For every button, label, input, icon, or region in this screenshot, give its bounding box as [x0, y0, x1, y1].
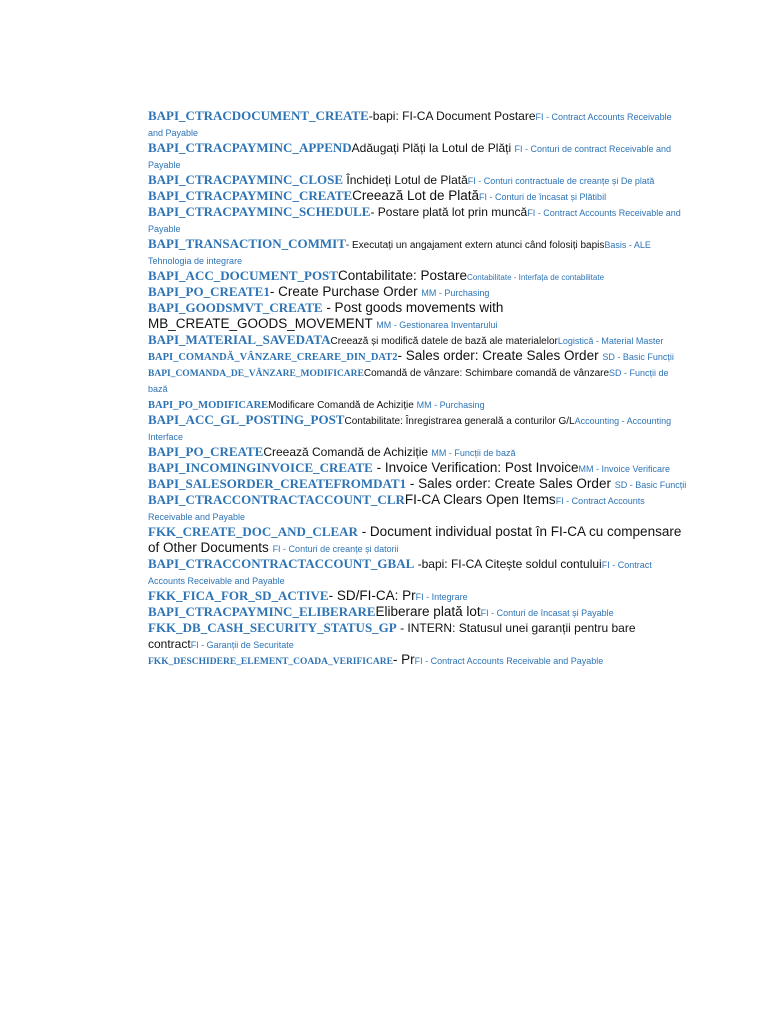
function-name: FKK_CREATE_DOC_AND_CLEAR	[148, 524, 358, 539]
function-category: FI - Integrare	[415, 592, 468, 602]
list-item	[148, 188, 688, 204]
function-category: Accounting - Accounting Interface	[148, 416, 672, 442]
function-name: FKK_DESCHIDERE_ELEMENT_COADA_VERIFICARE	[148, 657, 393, 667]
function-category: FI - Conturi contractuale de creanțe și De plată	[467, 176, 655, 186]
function-category: FI - Contract Accounts Receivable and Payable	[148, 496, 645, 522]
function-name: BAPI_PO_CREATE1	[148, 284, 270, 299]
function-name: BAPI_CTRACPAYMINC_APPEND	[148, 140, 352, 155]
list-item	[148, 348, 688, 364]
function-description: - Pr	[392, 652, 415, 667]
function-description: -bapi: FI-CA Citește soldul contului	[414, 557, 602, 571]
list-item	[148, 588, 688, 604]
list-item	[148, 396, 688, 412]
function-description: - Executați un angajament extern atunci când folosiți bapis	[345, 240, 605, 251]
list-item	[148, 652, 688, 668]
function-description: Eliberare plată lot	[375, 604, 481, 619]
function-name: BAPI_COMANDA_DE_VÂNZARE_MODIFICARE	[148, 369, 364, 379]
function-name: BAPI_CTRACPAYMINC_SCHEDULE	[148, 204, 371, 219]
function-name: BAPI_CTRACDOCUMENT_CREATE	[148, 108, 369, 123]
list-item	[148, 172, 688, 188]
function-name: BAPI_SALESORDER_CREATEFROMDAT1	[148, 476, 407, 491]
list-item	[148, 108, 688, 140]
function-description: - Post goods movements with MB_CREATE_GOODS_MOVEMENT	[148, 300, 504, 331]
list-item	[148, 556, 688, 588]
list-item	[148, 412, 688, 444]
function-name: BAPI_PO_MODIFICARE	[148, 400, 269, 411]
function-description: - Sales order: Create Sales Order	[397, 348, 603, 363]
function-category: FI - Contract Accounts Receivable and Payable	[148, 208, 681, 234]
function-description: Creează Comandă de Achiziție	[263, 445, 432, 459]
list-item	[148, 204, 688, 236]
function-name: BAPI_GOODSMVT_CREATE	[148, 300, 323, 315]
function-description: - Invoice Verification: Post Invoice	[372, 460, 579, 475]
function-category: SD - Funcții de bază	[148, 368, 669, 394]
list-item	[148, 236, 688, 268]
function-description: - Postare plată lot prin muncă	[370, 205, 528, 219]
function-description: - Sales order: Create Sales Order	[406, 476, 615, 491]
function-name: BAPI_CTRACPAYMINC_CREATE	[148, 188, 353, 203]
list-item	[148, 300, 688, 332]
function-category: MM - Purchasing	[416, 400, 485, 410]
function-name: BAPI_CTRACPAYMINC_ELIBERARE	[148, 604, 376, 619]
function-description: Modificare Comandă de Achiziție	[268, 400, 417, 411]
function-name: BAPI_CTRACCONTRACTACCOUNT_CLR	[148, 492, 405, 507]
function-category: FI - Contract Accounts Receivable and Payable	[148, 112, 672, 138]
function-name: FKK_FICA_FOR_SD_ACTIVE	[148, 588, 329, 603]
function-description: Închideți Lotul de Plată	[343, 173, 468, 187]
list-item	[148, 140, 688, 172]
function-category: SD - Basic Funcții	[602, 352, 674, 362]
function-category: MM - Gestionarea Inventarului	[376, 320, 498, 330]
function-description: - SD/FI-CA: Pr	[328, 588, 416, 603]
function-category: FI - Contract Accounts Receivable and Payable	[414, 656, 604, 666]
function-name: BAPI_CTRACCONTRACTACCOUNT_GBAL	[148, 556, 415, 571]
function-category: MM - Invoice Verificare	[578, 464, 670, 474]
function-name: BAPI_TRANSACTION_COMMIT	[148, 236, 346, 251]
function-category: Basis - ALE Tehnologia de integrare	[148, 240, 651, 266]
function-category: FI - Conturi de creanțe și datorii	[272, 544, 399, 554]
list-item	[148, 492, 688, 524]
list-item	[148, 284, 688, 300]
function-description: Creează Lot de Plată	[352, 188, 480, 203]
function-description: Contabilitate: Postare	[337, 268, 468, 283]
function-description: Comandă de vânzare: Schimbare comandă de vânzare	[363, 368, 610, 379]
list-item	[148, 476, 688, 492]
function-name: BAPI_COMANDĂ_VÂNZARE_CREARE_DIN_DAT2	[148, 352, 398, 363]
function-description: - INTERN: Statusul unei garanții pentru bare contract	[148, 621, 636, 651]
function-description: Adăugați Plăți la Lotul de Plăți	[351, 141, 515, 155]
function-description: -bapi: FI-CA Document Postare	[368, 109, 536, 123]
function-name: BAPI_INCOMINGINVOICE_CREATE	[148, 460, 373, 475]
function-description: Contabilitate: Înregistrarea generală a conturilor G/L	[344, 416, 575, 427]
list-item	[148, 332, 688, 348]
list-item	[148, 460, 688, 476]
list-item	[148, 524, 688, 556]
function-category: FI - Contract Accounts Receivable and Payable	[148, 560, 652, 586]
function-description: Creează și modifică datele de bază ale materialelor	[330, 336, 558, 347]
list-item	[148, 444, 688, 460]
function-name: BAPI_ACC_GL_POSTING_POST	[148, 412, 345, 427]
list-item	[148, 364, 688, 396]
list-item	[148, 268, 688, 284]
function-name: BAPI_ACC_DOCUMENT_POST	[148, 268, 338, 283]
function-category: FI - Conturi de încasat și Payable	[480, 608, 614, 618]
function-name: BAPI_PO_CREATE	[148, 444, 264, 459]
function-category: Contabilitate - Interfața de contabilitate	[467, 273, 605, 282]
function-category: Logistică - Material Master	[557, 336, 664, 346]
function-description: - Document individual postat în FI-CA cu compensare of Other Documents	[148, 524, 682, 555]
function-category: FI - Conturi de încasat și Plătibil	[479, 192, 607, 202]
function-category: MM - Funcții de bază	[431, 448, 516, 458]
document-body	[148, 108, 688, 668]
function-description: - Create Purchase Order	[269, 284, 422, 299]
list-item	[148, 604, 688, 620]
function-category: MM - Purchasing	[421, 288, 490, 298]
function-category: FI - Conturi de contract Receivable and Payable	[148, 144, 672, 170]
function-description: FI-CA Clears Open Items	[404, 492, 556, 507]
list-item	[148, 620, 688, 652]
function-category: SD - Basic Funcții	[614, 480, 687, 490]
function-name: BAPI_CTRACPAYMINC_CLOSE	[148, 172, 344, 187]
function-name: FKK_DB_CASH_SECURITY_STATUS_GP	[148, 620, 397, 635]
function-category: FI - Garanții de Securitate	[190, 640, 294, 650]
function-name: BAPI_MATERIAL_SAVEDATA	[148, 332, 331, 347]
